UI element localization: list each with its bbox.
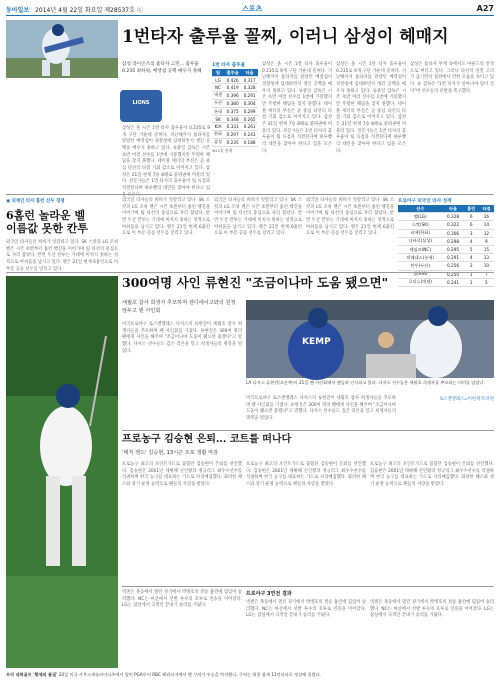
issue-date: 2014년 4월 22일 화요일 제28537호 ⓒ bbox=[35, 7, 143, 14]
foreign-hitters-table-cell: 벨(LG) bbox=[398, 213, 443, 221]
lions-logo: LIONS bbox=[120, 90, 162, 122]
story1-deck: 삼성 라이온즈의 톱타자 고민... 출루율 0.235 최하위, 배영섭 공백 메우지 못해 bbox=[122, 62, 202, 74]
story1-body-col3: 삼성은 올 시즌 1번 타자 출루율이 0.235로 9개 구단 가운데 꼴찌다. 지난해까지 톱타자를 맡았던 배영섭이 경찰청에 입대하면서 생긴 공백을 메우지 못하고 있다. 류중일 감독은 시즌 초반 여러 선수를 1번에 기용했지만 뚜렷한 해답을 찾지 못했다. 테이블 세터의 부진은 곧 중심 타선의 타점 기회 감소로 이어지고 있다. 삼성은 21일 현재 7승 8패로 중위권에 머물러 있다. 전문가들은 1번 타자의 출루율이 팀 득점과 직결된다며 하루빨리 대안을 찾아야 한다고 입을 모은다. bbox=[336, 62, 406, 154]
obp-table-cell: 0.235 bbox=[224, 138, 241, 146]
obp-table-cell: 삼성 bbox=[212, 138, 224, 146]
obp-table-cell: 0.299 bbox=[241, 107, 258, 115]
foreign-hitters-table-row bbox=[398, 245, 494, 253]
foreign-hitters-table-cell: 0.241 bbox=[443, 278, 464, 286]
foreign-hitters-table-cell: 0.250 bbox=[443, 270, 464, 278]
foreign-hitters-table-cell: 13 bbox=[479, 254, 494, 262]
foreign-hitters-table-cell: 0.306 bbox=[443, 229, 464, 237]
story2-body-col2: 미국프로야구 로스앤젤레스 다저스의 류현진이 세월호 참사 희생자들을 추모하며 팬 사인회를 가졌다. 류현진은 300여 명의 팬에게 사인을 해주며 "조금이나마 도움이 됐으면 좋겠다"고 말했다. 다저스 선수들도 검은 리본을 달고 희생자들의 명복을 빌었다. bbox=[246, 396, 396, 421]
foreign-hitters-table-cell: 0.295 bbox=[443, 245, 464, 253]
foreign-hitters-table-cell: 칸투(두산) bbox=[398, 262, 443, 270]
obp-table-cell: 0.297 bbox=[224, 130, 241, 138]
bottom-right-headline: 프로야구 3연전 결과 bbox=[246, 591, 292, 597]
sidebar-body-col2: 외국인 타자들의 희비가 엇갈리고 있다. SK 스캇과 LG 조쉬 벨은 시즌 초반부터 홈런 행진을 이어가며 팀 타선의 중심으로 자리 잡았다. 반면 두산 칸투는 기대에 미치지 못하는 성적으로 아쉬움을 남기고 있다. 벨은 21일 현재 6홈런으로 이 부문 공동 선두를 달리고 있다. bbox=[122, 198, 210, 237]
obp-table-row bbox=[212, 138, 258, 146]
obp-table-cell: 0.188 bbox=[241, 138, 258, 146]
obp-table-row bbox=[212, 84, 258, 91]
foreign-hitters-table-cell: 4 bbox=[464, 254, 479, 262]
foreign-hitters-table-cell: 0.291 bbox=[443, 254, 464, 262]
story2-caption: LA 다저스 류현진(오른쪽)이 21일 팬 사인회에서 팬들과 인사하고 있다. 다저스 선수들은 세월호 희생자를 추모하는 의미를 담았다. bbox=[246, 380, 485, 385]
foreign-hitters-table-cell: 4 bbox=[464, 237, 479, 245]
obp-table-header-cell: 타율 bbox=[241, 69, 258, 77]
foreign-hitters-table-cell: 15 bbox=[479, 245, 494, 253]
obp-table-cell: NC bbox=[212, 84, 224, 91]
obp-table-header-cell: 팀 bbox=[212, 69, 224, 77]
obp-table-header-row bbox=[212, 69, 258, 77]
foreign-hitters-table-cell: 0.328 bbox=[443, 213, 464, 221]
foreign-hitters-table-header-cell: 타율 bbox=[443, 205, 464, 213]
obp-table-row bbox=[212, 99, 258, 107]
foreign-hitters-table-cell: 로티노(넥센) bbox=[398, 278, 443, 286]
foreign-hitters-table-cell: 테임즈(NC) bbox=[398, 245, 443, 253]
foreign-hitters-table-cell: 5 bbox=[464, 245, 479, 253]
foreign-hitters-table-row bbox=[398, 221, 494, 229]
svg-text:KEMP: KEMP bbox=[302, 337, 331, 347]
obp-stat-box bbox=[212, 62, 258, 154]
story3-body-col3: 프로농구 최고의 포인트가드로 꼽혔던 김승현이 은퇴를 선언했다. 김승현은 2001년 데뷔해 신인왕과 정규리그 최우수선수를 석권하며 한국 농구를 대표하는 가드로 자리매김했다. 화려한 패스와 경기 운영 능력으로 팬들의 사랑을 받았다. bbox=[370, 462, 494, 487]
foreign-hitters-table-header-cell: 타점 bbox=[479, 205, 494, 213]
foreign-hitters-table-cell: 6 bbox=[464, 221, 479, 229]
obp-table-cell: 0.331 bbox=[224, 123, 241, 130]
page-number: A27 bbox=[476, 4, 494, 13]
story3-headline: 프로농구 김승현 은퇴... 코트를 떠나다 bbox=[122, 434, 292, 445]
obp-table-cell: 롯데 bbox=[212, 107, 224, 115]
obp-table-cell: 0.304 bbox=[241, 99, 258, 107]
obp-table-cell: KIA bbox=[212, 123, 224, 130]
foreign-hitters-table-cell: 5 bbox=[479, 278, 494, 286]
story1-body-col4: 삼성은 톱타자 부재 속에서도 마운드의 안정으로 버티고 있다. 그러나 타선의 연결 고리가 끊기면서 접전에서 약한 모습을 보이고 있다. 류 감독은 "1번 타자가 살아나야 팀이 산다"며 선수들의 분발을 촉구했다. bbox=[410, 62, 494, 94]
foreign-hitters-table-cell: 3 bbox=[464, 229, 479, 237]
section-divider bbox=[6, 194, 494, 195]
section-divider-3 bbox=[122, 430, 494, 431]
bottom-body-col2: 넥센은 목동에서 열린 경기에서 박병호의 결승 홈런에 힘입어 승리했다. NC는 마산에서 선발 투수의 호투로 연승을 이어갔다. LG는 잠실에서 극적인 끝내기 승리를 거뒀다. bbox=[246, 600, 366, 619]
baseball-player-photo bbox=[6, 20, 118, 78]
story1-body-col2: 삼성은 올 시즌 1번 타자 출루율이 0.235로 9개 구단 가운데 꼴찌다. 지난해까지 톱타자를 맡았던 배영섭이 경찰청에 입대하면서 생긴 공백을 메우지 못하고 있다. 류중일 감독은 시즌 초반 여러 선수를 1번에 기용했지만 뚜렷한 해답을 찾지 못했다. 테이블 세터의 부진은 곧 중심 타선의 타점 기회 감소로 이어지고 있다. 삼성은 21일 현재 7승 8패로 중위권에 머물러 있다. 전문가들은 1번 타자의 출루율이 팀 득점과 직결된다며 하루빨리 대안을 찾아야 한다고 입을 모은다. bbox=[262, 62, 332, 154]
story2-headline: 300여명 사인 류현진 "조금이나마 도움 됐으면" bbox=[122, 275, 389, 290]
foreign-hitters-table-row bbox=[398, 262, 494, 270]
sidebar-body-col4: 외국인 타자들의 희비가 엇갈리고 있다. SK 스캇과 LG 조쉬 벨은 시즌 초반부터 홈런 행진을 이어가며 팀 타선의 중심으로 자리 잡았다. 반면 두산 칸투는 기대에 미치지 못하는 성적으로 아쉬움을 남기고 있다. 벨은 21일 현재 6홈런으로 이 부문 공동 선두를 달리고 있다. bbox=[306, 198, 394, 237]
foreign-hitters-table-header-cell: 홈런 bbox=[464, 205, 479, 213]
foreign-hitters-table-cell: 10 bbox=[479, 262, 494, 270]
story2-deck: 세월호 참사 희생자 추모하며 샌디에이고와의 원정 앞두고 팬 사인회 bbox=[122, 300, 236, 314]
sidebar-body-col3: 외국인 타자들의 희비가 엇갈리고 있다. SK 스캇과 LG 조쉬 벨은 시즌 초반부터 홈런 행진을 이어가며 팀 타선의 중심으로 자리 잡았다. 반면 두산 칸투는 기대에 미치지 못하는 성적으로 아쉬움을 남기고 있다. 벨은 21일 현재 6홈런으로 이 부문 공동 선두를 달리고 있다. bbox=[214, 198, 302, 237]
story1-body: 삼성은 올 시즌 1번 타자 출루율이 0.235로 9개 구단 가운데 꼴찌다. 지난해까지 톱타자를 맡았던 배영섭이 경찰청에 입대하면서 생긴 공백을 메우지 못하고 있다. 류중일 감독은 시즌 초반 여러 선수를 1번에 기용했지만 뚜렷한 해답을 찾지 못했다. 테이블 세터의 부진은 곧 중심 타선의 타점 기회 감소로 이어지고 있다. 삼성은 21일 현재 7승 8패로 중위권에 머물러 있다. 전문가들은 1번 타자의 출루율이 팀 득점과 직결된다며 하루빨리 대안을 찾아야 한다고 입을 모은다. bbox=[122, 126, 210, 198]
golf-caption bbox=[6, 672, 494, 688]
obp-stat-note: ※21일 현재 bbox=[212, 147, 233, 153]
foreign-hitters-table-cell: 12 bbox=[479, 229, 494, 237]
golf-caption-body: 20일 미국 사우스캐롤라이나주에서 열린 PGA투어 RBC 헤리티지에서 맷 쿠처가 우승을 차지했다. 쿠처는 최종 합계 11언더파로 정상에 올랐다. bbox=[58, 672, 322, 677]
bottom-body-col3: 넥센은 목동에서 열린 경기에서 박병호의 결승 홈런에 힘입어 승리했다. NC는 마산에서 선발 투수의 호투로 연승을 이어갔다. LG는 잠실에서 극적인 끝내기 승리를 거뒀다. bbox=[370, 600, 494, 619]
foreign-hitters-table-cell: 1 bbox=[464, 278, 479, 286]
masthead bbox=[6, 4, 494, 16]
obp-table-row bbox=[212, 130, 258, 138]
foreign-hitters-table-row bbox=[398, 254, 494, 262]
foreign-hitters-title: 프로야구 외국인 타자 성적 bbox=[398, 199, 452, 204]
obp-table-cell: SK bbox=[212, 116, 224, 123]
story3-body: 프로농구 최고의 포인트가드로 꼽혔던 김승현이 은퇴를 선언했다. 김승현은 2001년 데뷔해 신인왕과 정규리그 최우수선수를 석권하며 한국 농구를 대표하는 가드로 자리매김했다. 화려한 패스와 경기 운영 능력으로 팬들의 사랑을 받았다. bbox=[122, 462, 242, 487]
foreign-hitters-table-cell: 0.322 bbox=[443, 221, 464, 229]
foreign-hitters-table-cell: 14 bbox=[479, 221, 494, 229]
obp-table-cell: 0.396 bbox=[224, 91, 241, 99]
obp-table-cell: 0.375 bbox=[224, 107, 241, 115]
foreign-hitters-table-cell: 16 bbox=[479, 213, 494, 221]
story3-body-col2: 프로농구 최고의 포인트가드로 꼽혔던 김승현이 은퇴를 선언했다. 김승현은 2001년 데뷔해 신인왕과 정규리그 최우수선수를 석권하며 한국 농구를 대표하는 가드로 자리매김했다. 화려한 패스와 경기 운영 능력으로 팬들의 사랑을 받았다. bbox=[246, 462, 366, 487]
foreign-hitters-table-cell: 스캇(SK) bbox=[398, 221, 443, 229]
foreign-hitters-table-row bbox=[398, 237, 494, 245]
obp-table-cell: 0.328 bbox=[241, 84, 258, 91]
section-divider-4 bbox=[122, 586, 494, 587]
foreign-hitters-stat-box bbox=[398, 198, 494, 287]
story2-byline: 로스앤젤레스=이헌재 특파원 bbox=[439, 397, 494, 402]
obp-table-cell: 0.419 bbox=[224, 84, 241, 91]
story1-headline: 1번타자 출루율 꼴찌, 이러니 삼성이 헤매지 bbox=[122, 27, 449, 47]
section-name: 스포츠 bbox=[242, 5, 263, 13]
obp-table-cell: 넥센 bbox=[212, 91, 224, 99]
foreign-hitters-table-header-cell: 선수 bbox=[398, 205, 443, 213]
foreign-hitters-table-cell: 필(KIA) bbox=[398, 270, 443, 278]
obp-stat-title: 1번 타자 출루율 bbox=[212, 63, 246, 68]
golfer-photo bbox=[6, 276, 118, 668]
obp-table-cell: 0.348 bbox=[224, 116, 241, 123]
sidebar-headline: 6홈런 놀라운 벨 이름값 못한 칸투 bbox=[6, 209, 89, 235]
foreign-hitters-table-cell: 6 bbox=[464, 213, 479, 221]
foreign-hitters-table-row bbox=[398, 213, 494, 221]
golf-caption-title: 우리 대학골프 '황제의 품질' bbox=[6, 672, 58, 677]
foreign-hitters-table-cell: 히메네스(롯데) bbox=[398, 254, 443, 262]
foreign-hitters-table-cell: 0.256 bbox=[443, 262, 464, 270]
obp-table-row bbox=[212, 77, 258, 84]
obp-table-row bbox=[212, 91, 258, 99]
obp-table-row bbox=[212, 107, 258, 115]
obp-table-row bbox=[212, 123, 258, 130]
foreign-hitters-table-cell: 나바로(삼성) bbox=[398, 237, 443, 245]
obp-table-cell: 0.426 bbox=[224, 77, 241, 84]
newspaper-brand: 동아일보 bbox=[6, 7, 30, 14]
foreign-hitters-table-cell: 피에(한화) bbox=[398, 229, 443, 237]
foreign-hitters-table-cell: 1 bbox=[464, 270, 479, 278]
ryu-fansign-photo bbox=[246, 300, 494, 378]
obp-stat-table bbox=[212, 69, 258, 147]
obp-table-cell: LG bbox=[212, 77, 224, 84]
obp-table-cell: 0.380 bbox=[224, 99, 241, 107]
bottom-body-col1: 넥센은 목동에서 열린 경기에서 박병호의 결승 홈런에 힘입어 승리했다. NC는 마산에서 선발 투수의 호투로 연승을 이어갔다. LG는 잠실에서 극적인 끝내기 승리를 거뒀다. bbox=[122, 590, 242, 609]
foreign-hitters-table-cell: 7 bbox=[479, 270, 494, 278]
foreign-hitters-table bbox=[398, 205, 494, 287]
foreign-hitters-table-cell: 3 bbox=[464, 262, 479, 270]
obp-table-cell: 0.317 bbox=[241, 77, 258, 84]
obp-table-cell: 0.261 bbox=[241, 123, 258, 130]
foreign-hitters-table-cell: 9 bbox=[479, 237, 494, 245]
obp-table-cell: 한화 bbox=[212, 130, 224, 138]
obp-table-cell: 두산 bbox=[212, 99, 224, 107]
foreign-hitters-table-header-row bbox=[398, 205, 494, 213]
obp-table-cell: 0.291 bbox=[241, 91, 258, 99]
obp-table-cell: 0.265 bbox=[241, 116, 258, 123]
sidebar-kicker: ▣ 외계인 타자 홈런 선두 경쟁 bbox=[6, 199, 65, 204]
obp-table-row bbox=[212, 116, 258, 123]
section-divider-2 bbox=[6, 272, 494, 273]
sidebar-body: 외국인 타자들의 희비가 엇갈리고 있다. SK 스캇과 LG 조쉬 벨은 시즌 초반부터 홈런 행진을 이어가며 팀 타선의 중심으로 자리 잡았다. 반면 두산 칸투는 기대에 미치지 못하는 성적으로 아쉬움을 남기고 있다. 벨은 21일 현재 6홈런으로 이 부문 공동 선두를 달리고 있다. bbox=[6, 240, 118, 272]
obp-table-cell: 0.243 bbox=[241, 130, 258, 138]
obp-table-header-cell: 출루율 bbox=[224, 69, 241, 77]
foreign-hitters-table-cell: 0.298 bbox=[443, 237, 464, 245]
story3-deck: '매직 핸드' 김승현, 13시즌 프로 생활 마감 bbox=[122, 450, 219, 456]
story2-body: 미국프로야구 로스앤젤레스 다저스의 류현진이 세월호 참사 희생자들을 추모하며 팬 사인회를 가졌다. 류현진은 300여 명의 팬에게 사인을 해주며 "조금이나마 도움이 됐으면 좋겠다"고 말했다. 다저스 선수들도 검은 리본을 달고 희생자들의 명복을 빌었다. bbox=[122, 322, 242, 354]
foreign-hitters-table-row bbox=[398, 229, 494, 237]
